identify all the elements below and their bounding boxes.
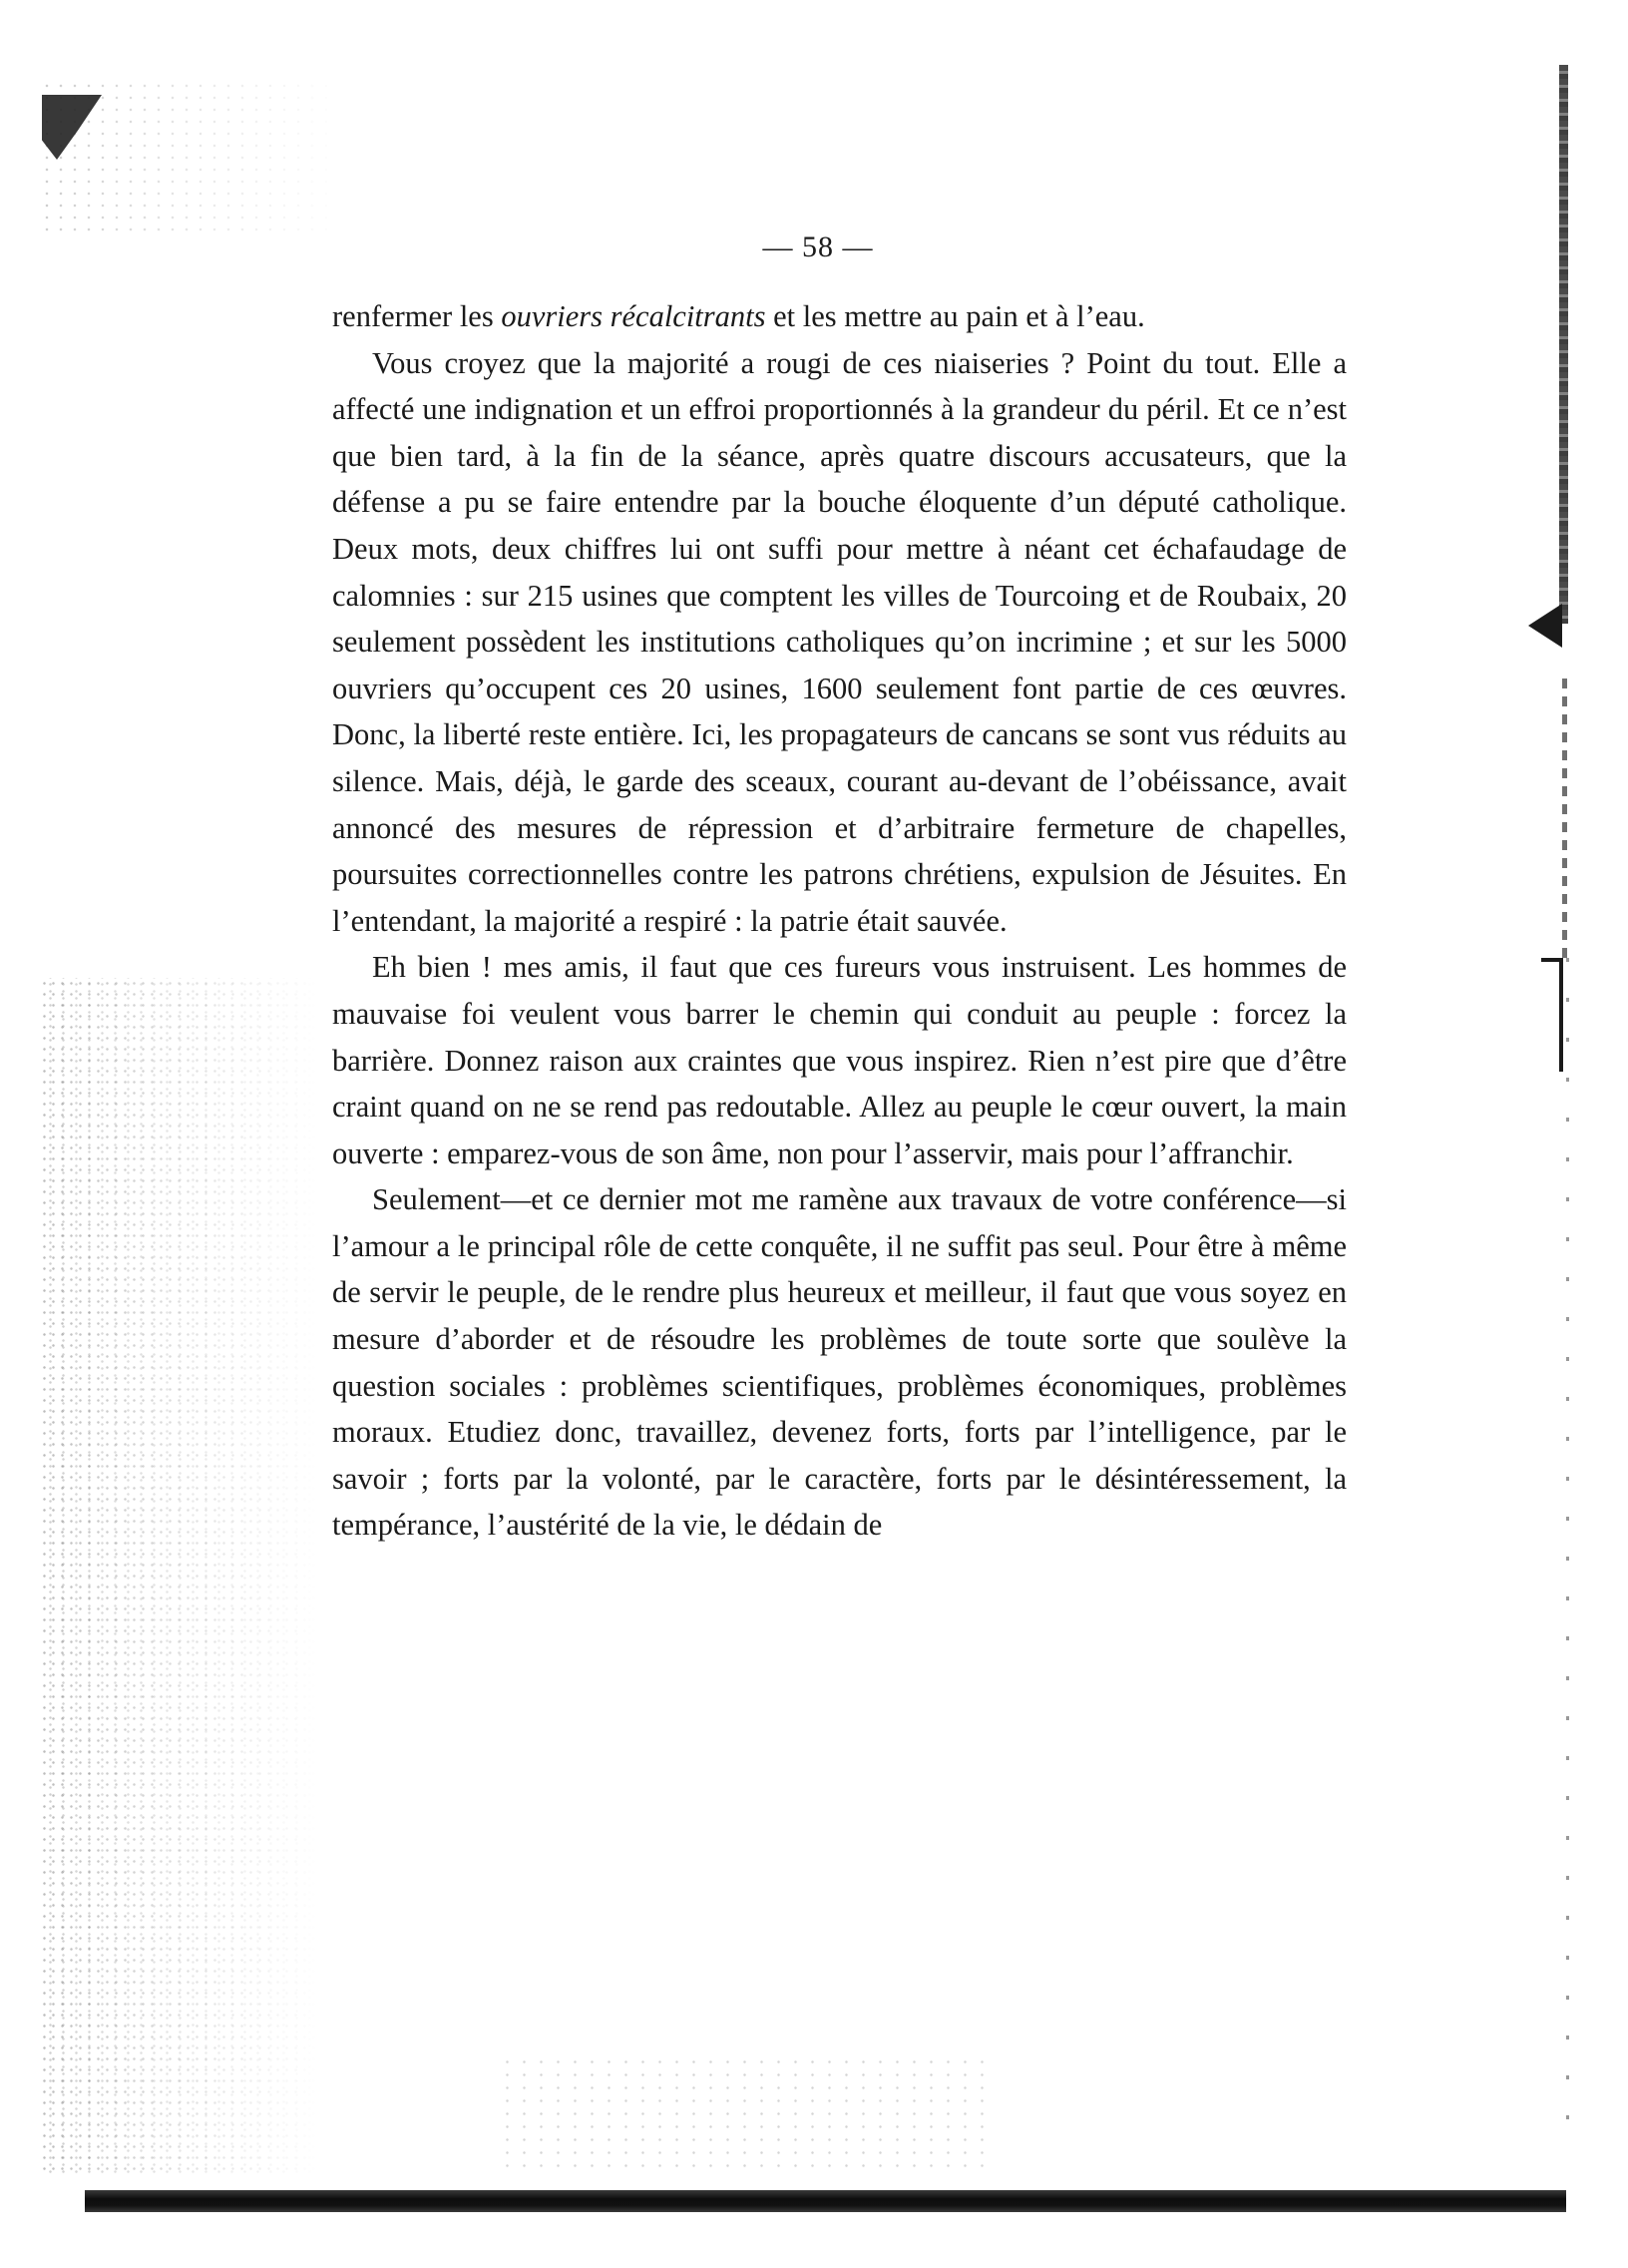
scan-speckle-bottom: [499, 2055, 998, 2175]
page-number: — 58 —: [762, 230, 874, 263]
scan-right-edge-bottom: [1566, 958, 1569, 2155]
paragraph-2: Vous croyez que la majorité a rougi de ces niaiseries ? Point du tout. Elle a affecté une indignation et un effroi proportionnés à la grandeur du péril. Et ce n’est que bien tard, à la fin de la séance, après quatre discours accusateurs, que la défense a pu se faire entendre par la bouche éloquente d’un député catholique. Deux mots, deux chiffres lui ont suffi pour mettre à néant cet échafaudage de calomnies : sur 215 usines que comptent les villes de Tourcoing et de Roubaix, 20 seulement possèdent les institutions catholiques qu’on incrimine ; et sur les 5000 ouvriers qu’occupent ces 20 usines, 1600 seulement font partie de ces œuvres. Donc, la liberté reste entière. Ici, les propagateurs de cancans se sont vus réduits au silence. Mais, déjà, le garde des sceaux, courant au-devant de l’obéissance, avait annoncé des mesures de répression et d’arbitraire fermeture de chapelles, poursuites correctionnelles contre les patrons chrétiens, expulsion de Jésuites. En l’entendant, la majorité a respiré : la patrie était sauvée.: [332, 345, 1347, 938]
scan-edge-bracket: [1541, 958, 1563, 1072]
paragraph-1-italic: ouvriers récalcitrants: [501, 299, 766, 333]
scan-right-edge: [1559, 65, 1568, 624]
paragraph-3: Eh bien ! mes amis, il faut que ces fureurs vous instruisent. Les hommes de mauvaise foi veulent vous barrer le chemin qui conduit au peuple : forcez la barrière. Donnez raison aux craintes que vous inspirez. Rien n’est pire que d’être craint quand on ne se rend pas redoutable. Allez au peuple le cœur ouvert, la main ouverte : emparez-vous de son âme, non pour l’asservir, mais pour l’affranchir.: [332, 950, 1347, 1170]
body-text: [332, 293, 1347, 1549]
scan-bottom-edge: [85, 2190, 1566, 2212]
scan-right-edge-lower: [1562, 679, 1567, 958]
scan-edge-notch: [1528, 604, 1562, 648]
paragraph-4: Seulement—et ce dernier mot me ramène aux travaux de votre conférence—si l’amour a le principal rôle de cette conquête, il ne suffit pas seul. Pour être à même de servir le peuple, de le rendre plus heureux et meilleur, il faut que vous soyez en mesure d’aborder et de résoudre les problèmes de toute sorte que soulève la question sociales : problèmes scientifiques, problèmes économiques, problèmes moraux. Etudiez donc, travaillez, devenez forts, forts par l’intelligence, par le savoir ; forts par la volonté, par le caractère, forts par le désintéressement, la tempérance, l’austérité de la vie, le dédain de: [332, 1182, 1347, 1543]
paragraph-1-end: et les mettre au pain et à l’eau.: [765, 299, 1145, 333]
paragraph-1: [332, 293, 1347, 340]
paragraph-1-start: renfermer les: [332, 299, 502, 333]
scan-speckle-left: [40, 978, 319, 2175]
